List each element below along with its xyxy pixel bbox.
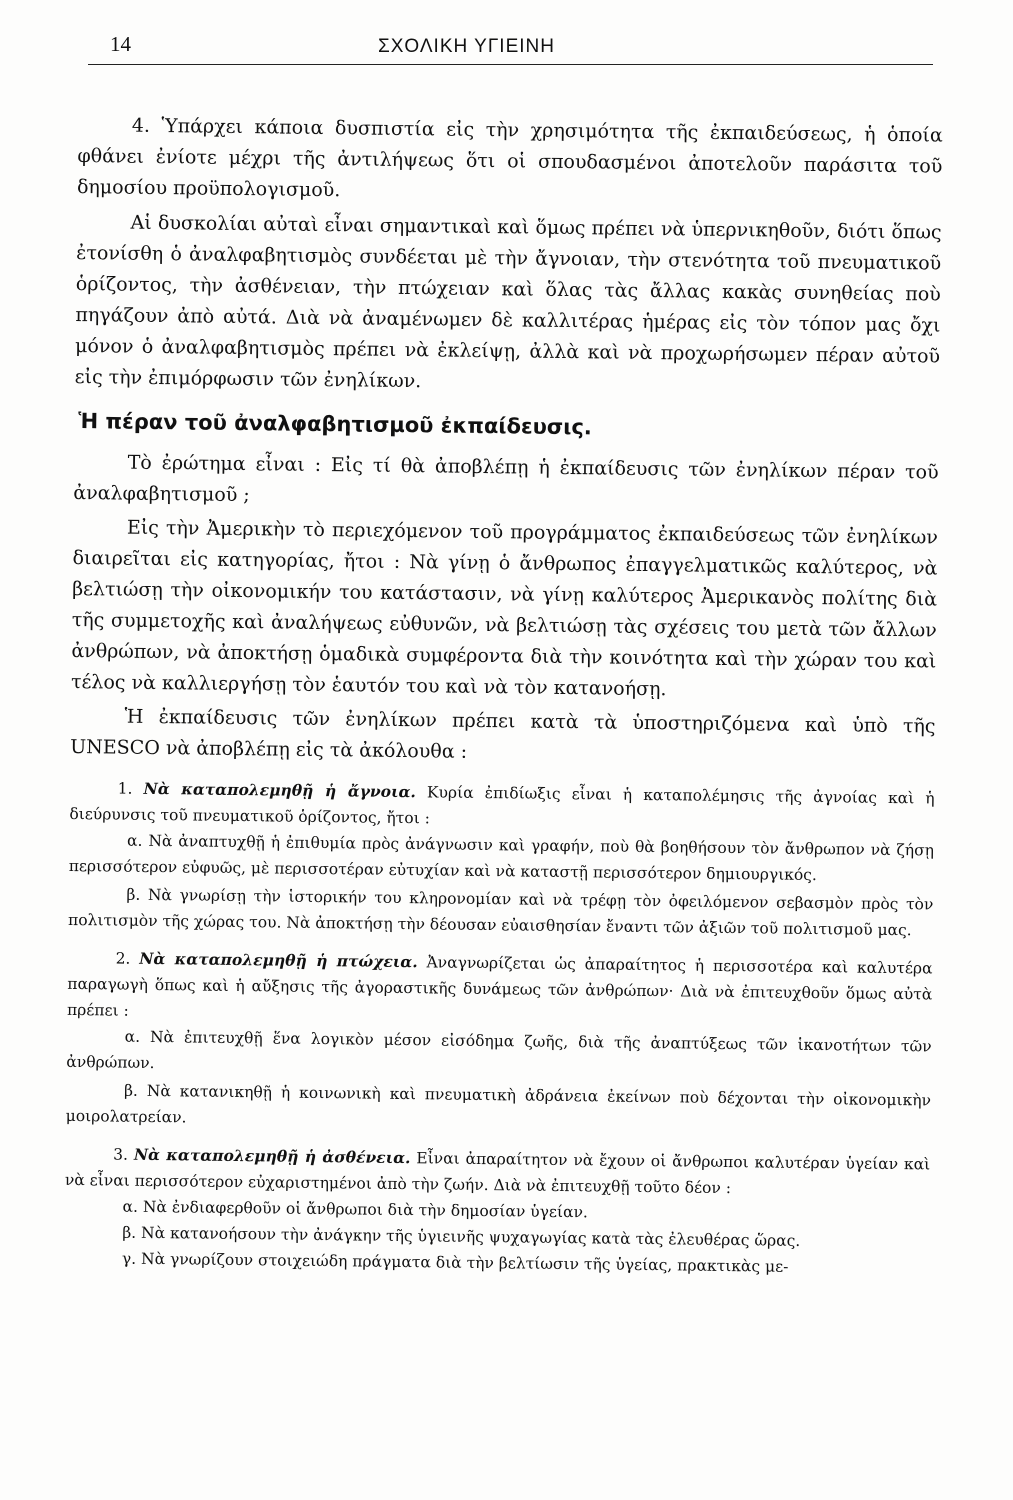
item-1-title: Νὰ καταπολεμηθῇ ἡ ἄγνοια. <box>143 778 416 802</box>
page-number: 14 <box>110 32 131 56</box>
item-1-number: 1. <box>117 779 133 798</box>
section-paragraph-2: Εἰς τὴν Ἀμερικὴν τὸ περιεχόμενον τοῦ προγράμματος ἐκπαιδεύσεως τῶν ἐνηλίκων διαιρεῖται εἰς κατηγορίας, ἤτοι : Νὰ γίνῃ ὁ ἄνθρωπος ἐπαγγελματικῶς καλύτερος, νὰ βελτιώσῃ τὴν οἰκονομικήν του κατάστασιν, νὰ γίνῃ καλύτερος Ἀμερικανὸς πολίτης διὰ τῆς συμμετοχῆς καὶ ἀναλήψεως εὐθυνῶν, νὰ βελτιώσῃ τὰς σχέσεις του μετὰ τῶν ἄλλων ἀνθρώπων, νὰ ἀποκτήσῃ ὁμαδικὰ συμφέροντα διὰ τὴν κοινότητα καὶ τὴν χώραν του καὶ τέλος νὰ καλλιεργήσῃ τὸν ἑαυτόν του καὶ νὰ τὸν κατανοήσῃ. <box>70 516 938 701</box>
section-paragraph-3: Ἡ ἐκπαίδευσις τῶν ἐνηλίκων πρέπει κατὰ τὰ ὑποστηριζόμενα καὶ ὑπὸ τῆς UNESCO νὰ ἀποβλέπῃ εἰς τὰ ἀκόλουθα : <box>70 705 936 763</box>
item-3-sub-a: α. Νὰ ἐνδιαφερθοῦν οἱ ἄνθρωποι διὰ τὴν δημοσίαν ὑγείαν. <box>122 1197 588 1222</box>
item-1-sub-a: α. Νὰ ἀναπτυχθῇ ἡ ἐπιθυμία πρὸς ἀνάγνωσιν καὶ γραφήν, ποὺ θὰ βοηθήσουν τὸν ἄνθρωπον νὰ ζήσῃ περισσότερον εὐφυῶς, μὲ περισσοτέραν εὐτυχίαν καὶ νὰ καταστῇ περισσότερον δημιουργικός. <box>68 831 935 885</box>
page-body <box>64 110 943 1281</box>
list-item-2 <box>67 945 933 1034</box>
item-3-number: 3. <box>113 1145 129 1164</box>
header-rule <box>88 64 933 65</box>
item-3-sub-c: γ. Νὰ γνωρίζουν στοιχειώδη πράγματα διὰ τὴν βελτίωσιν τῆς ὑγείας, πρακτικὰς με- <box>121 1249 789 1276</box>
page-header <box>78 32 943 72</box>
item-2-title: Νὰ καταπολεμηθῇ ἡ πτώχεια. <box>139 948 418 972</box>
item-1-text: Κυρία ἐπιδίωξις εἶναι ἡ καταπολέμησις τῆς ἀγνοίας καὶ ἡ διεύρυνσις τοῦ πνευματικοῦ ὁρίζοντος, ἤτοι : <box>69 783 935 828</box>
intro-paragraph-2: Αἱ δυσκολίαι αὐταὶ εἶναι σημαντικαὶ καὶ ὅμως πρέπει νὰ ὑπερνικηθοῦν, διότι ὅπως ἐτονίσθη ὁ ἀναλφαβητισμὸς συνδέεται μὲ τὴν ἄγνοιαν, τὴν στενότητα τοῦ πνευματικοῦ ὁρίζοντος, τὴν ἀσθένειαν, τὴν πτώχειαν καὶ ὅλας τὰς ἄλλας κακὰς συνηθείας ποὺ πηγάζουν ἀπὸ αὐτά. Διὰ νὰ ἀναμένωμεν δὲ καλλιτέρας ἡμέρας εἰς τὸν τόπον μας ὄχι μόνον ὁ ἀναλφαβητισμὸς πρέπει νὰ ἐκλείψῃ, ἀλλὰ καὶ νὰ προχωρήσωμεν πέραν αὐτοῦ εἰς τὴν ἐπιμόρφωσιν τῶν ἐνηλίκων. <box>74 211 942 393</box>
item-3-title: Νὰ καταπολεμηθῇ ἡ ἀσθένεια. <box>133 1144 411 1168</box>
item-2-sub-b: β. Νὰ κατανικηθῇ ἡ κοινωνικὴ καὶ πνευματικὴ ἀδράνεια ἐκείνων ποὺ δέχονται τὴν οἰκονομικὴν μοιρολατρείαν. <box>65 1081 932 1127</box>
item-3-text: Εἶναι ἀπαραίτητον νὰ ἔχουν οἱ ἄνθρωποι καλυτέραν ὑγείαν καὶ νὰ εἶναι περισσότερον εὐχαριστημένοι ἀπὸ τὴν ζωήν. Διὰ νὰ ἐπιτευχθῇ τοῦτο δέον : <box>64 1149 931 1198</box>
intro-paragraph-1: 4. Ὑπάρχει κάποια δυσπιστία εἰς τὴν χρησιμότητα τῆς ἐκπαιδεύσεως, ἡ ὁποία φθάνει ἐνίοτε μέχρι τῆς ἀντιλήψεως ὅτι οἱ σπουδασμένοι ἀποτελοῦν παράσιτα τοῦ δημοσίου προϋπολογισμοῦ. <box>76 114 943 202</box>
item-2-sub-a: α. Νὰ ἐπιτευχθῇ ἕνα λογικὸν μέσον εἰσόδημα ζωῆς, διὰ τῆς ἀναπτύξεως τῶν ἱκανοτήτων τῶν ἀνθρώπων. <box>66 1027 932 1073</box>
running-title: ΣΧΟΛΙΚΗ ΥΓΙΕΙΝΗ <box>378 36 555 57</box>
section-heading: Ἡ πέραν τοῦ ἀναλφαβητισμοῦ ἐκπαίδευσις. <box>78 409 592 440</box>
item-1-sub-b: β. Νὰ γνωρίσῃ τὴν ἱστορικήν του κληρονομίαν καὶ νὰ τρέφῃ τὸν ὀφειλόμενον σεβασμὸν πρὸς τὸν πολιτισμὸν τῆς χώρας του. Νὰ ἀποκτήσῃ τὴν δέουσαν εὐαισθησίαν ἔναντι τῶν ἀξιῶν τοῦ πολιτισμοῦ μας. <box>67 885 934 940</box>
item-2-text: Ἀναγνωρίζεται ὡς ἀπαραίτητος ἡ περισσοτέρα καὶ καλυτέρα παραγωγὴ ὅπως καὶ ἡ αὔξησις τῆς ἀγοραστικῆς δυνάμεως τῶν ἀνθρώπων· Διὰ νὰ ἐπιτευχθοῦν ὅμως αὐτὰ πρέπει : <box>66 953 933 1020</box>
item-3-sub-b: β. Νὰ κατανοήσουν τὴν ἀνάγκην τῆς ὑγιεινῆς ψυχαγωγίας κατὰ τὰς ἐλευθέρας ὥρας. <box>122 1223 801 1250</box>
section-paragraph-1: Τὸ ἐρώτημα εἶναι : Εἰς τί θὰ ἀποβλέπῃ ἡ ἐκπαίδευσις τῶν ἐνηλίκων πέραν τοῦ ἀναλφαβητισμοῦ ; <box>73 451 939 507</box>
item-2-number: 2. <box>115 949 131 968</box>
